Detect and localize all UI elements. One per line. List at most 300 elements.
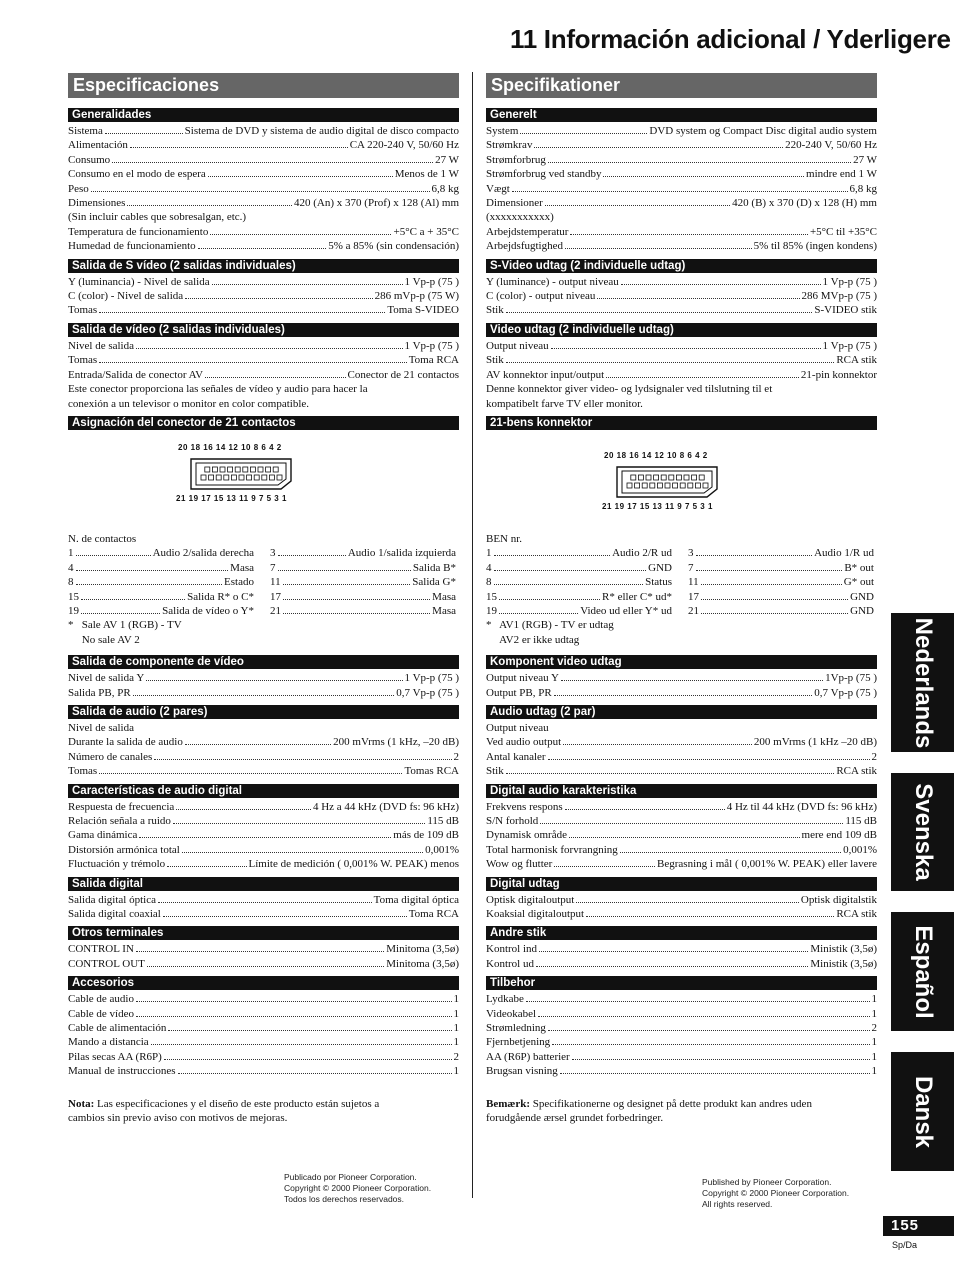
- spec-label: 19: [68, 604, 79, 617]
- audio-level-label: Nivel de salida: [68, 721, 134, 734]
- spec-label: Y (luminancia) - Nivel de salida: [68, 275, 210, 288]
- spec-value: 1: [871, 1065, 877, 1078]
- spec-label: Consumo: [68, 153, 111, 166]
- spec-label: Mando a distancia: [68, 1036, 149, 1049]
- note-body-2: cambios sin previo aviso con motivos de mejoras.: [68, 1112, 288, 1125]
- spec-label: Distorsión armónica total: [68, 843, 180, 856]
- dot-leader: [548, 751, 870, 760]
- spec-value: Conector de 21 contactos: [347, 368, 459, 381]
- spec-label: Total harmonisk forvrangning: [486, 843, 618, 856]
- dot-leader: [539, 943, 808, 952]
- spec-row: [68, 546, 254, 560]
- spec-value: Toma RCA: [408, 354, 459, 367]
- spec-row: [68, 239, 459, 253]
- spec-row: [68, 992, 459, 1006]
- spec-label: Output niveau: [486, 339, 549, 352]
- spec-label: 7: [270, 561, 276, 574]
- dot-leader: [136, 943, 384, 952]
- description-text: Este conector proporciona las señales de vídeo y audio para hacer la: [68, 383, 368, 396]
- spec-label: Strømforbrug ved standby: [486, 168, 602, 181]
- spec-label: Strømledning: [486, 1022, 546, 1035]
- section-header: Video udtag (2 individuelle udtag): [486, 323, 877, 337]
- spec-value: 1: [453, 1007, 459, 1020]
- spec-value: G* out: [843, 576, 874, 589]
- dot-leader: [570, 226, 807, 235]
- spec-value: mindre end 1 W: [806, 168, 877, 181]
- dot-leader: [499, 605, 578, 614]
- connector-diagram: [68, 432, 459, 532]
- section-header: Salida de S vídeo (2 salidas individuales): [68, 259, 459, 273]
- spec-row: [486, 671, 877, 685]
- spec-label: System: [486, 125, 519, 137]
- pin-heading: BEN nr.: [486, 532, 523, 545]
- spec-label: 17: [688, 590, 699, 603]
- spec-value: Toma RCA: [408, 908, 459, 921]
- dot-leader: [173, 815, 425, 824]
- spec-value: Minitoma (3,5ø): [386, 943, 459, 956]
- spec-label: Arbejdsfugtighed: [486, 240, 563, 253]
- general-specs: [486, 108, 877, 254]
- spec-label: Antal kanaler: [486, 750, 546, 763]
- spec-value: 1 Vp-p (75 ): [822, 339, 877, 352]
- spec-label: Brugsan visning: [486, 1065, 558, 1078]
- spec-value: Begrasning i mål ( 0,001% W. PEAK) eller lavere: [657, 858, 877, 871]
- tab-svenska[interactable]: [891, 773, 954, 891]
- spec-label: Número de canales: [68, 750, 153, 763]
- dot-leader: [499, 591, 600, 600]
- spec-row: [486, 957, 877, 971]
- connector-diagram: [486, 432, 877, 532]
- spec-value: 1 Vp-p (75 ): [822, 275, 877, 288]
- dot-leader: [163, 908, 407, 917]
- dot-leader: [494, 547, 611, 556]
- tab-espanol[interactable]: [891, 912, 954, 1031]
- spec-label: Tomas: [68, 304, 98, 317]
- dot-leader: [603, 168, 804, 177]
- spec-row: [486, 303, 877, 317]
- spec-label: Stik: [486, 304, 504, 317]
- section-header: 21-bens konnektor: [486, 416, 877, 430]
- spec-row: [68, 1064, 459, 1078]
- spec-value: RCA stik: [836, 354, 877, 367]
- spec-label: Dimensioner: [486, 197, 543, 210]
- dot-leader: [151, 1036, 452, 1045]
- spec-label: CONTROL OUT: [68, 957, 145, 970]
- spec-row: [486, 167, 877, 181]
- spec-row: [486, 828, 877, 842]
- spec-row: [486, 1050, 877, 1064]
- spec-value: 220-240 V, 50/60 Hz: [785, 139, 877, 152]
- spec-row: [68, 671, 459, 685]
- spec-row: [486, 750, 877, 764]
- dot-leader: [540, 815, 843, 824]
- scart-connector-icon: [615, 465, 719, 499]
- spec-label: Cable de vídeo: [68, 1007, 134, 1020]
- spec-value: Audio 2/salida derecha: [152, 547, 254, 560]
- spec-label: Dimensiones: [68, 197, 126, 210]
- spanish-column: [68, 73, 459, 1126]
- spec-value: 1: [453, 1022, 459, 1035]
- spec-label: Output niveau Y: [486, 672, 559, 685]
- dot-leader: [536, 958, 808, 967]
- spec-row: [486, 893, 877, 907]
- spec-row: [68, 138, 459, 152]
- publisher-info-da: [702, 1177, 849, 1210]
- spec-value: 2: [871, 1022, 877, 1035]
- spec-row: [68, 303, 459, 317]
- spec-value: B* out: [844, 561, 874, 574]
- dot-leader: [545, 197, 730, 206]
- spec-label: 1: [486, 547, 492, 560]
- spec-value: Toma digital óptica: [373, 893, 459, 906]
- dot-leader: [212, 276, 403, 285]
- dot-leader: [154, 751, 451, 760]
- spec-row: [486, 339, 877, 353]
- spec-value: 4 Hz til 44 kHz (DVD fs: 96 kHz): [726, 800, 877, 813]
- spec-value: Ministik (3,5ø): [810, 957, 877, 970]
- spec-value: RCA stik: [836, 908, 877, 921]
- spec-value: R* eller C* ud*: [602, 590, 672, 603]
- dimension-note: (xxxxxxxxxxx): [486, 211, 554, 224]
- spec-label: AV konnektor input/output: [486, 368, 605, 381]
- spec-value: Salida G*: [412, 576, 456, 589]
- dot-leader: [621, 276, 821, 285]
- spec-row: [68, 353, 459, 367]
- rights-line: Todos los derechos reservados.: [284, 1194, 405, 1204]
- section-header: Digital udtag: [486, 877, 877, 891]
- spec-value: RCA stik: [836, 765, 877, 778]
- dot-leader: [548, 1022, 870, 1031]
- dot-leader: [198, 240, 327, 249]
- spec-row: [688, 575, 874, 589]
- spec-label: Y (luminance) - output niveau: [486, 275, 619, 288]
- spec-row: [68, 857, 459, 871]
- spec-value: Salida de vídeo o Y*: [162, 604, 254, 617]
- spec-value: 27 W: [853, 153, 877, 166]
- spec-row: [270, 590, 456, 604]
- spec-row: [68, 153, 459, 167]
- dot-leader: [526, 993, 870, 1002]
- spec-value: 1Vp-p (75 ): [825, 672, 877, 685]
- rights-line: All rights reserved.: [702, 1199, 773, 1209]
- page-number: 155: [883, 1216, 954, 1236]
- dot-leader: [133, 687, 395, 696]
- other-terminals: [68, 926, 459, 971]
- section-header: Accesorios: [68, 976, 459, 990]
- dot-leader: [99, 765, 402, 774]
- dot-leader: [563, 736, 752, 745]
- spec-label: Salida PB, PR: [68, 686, 131, 699]
- pin-numbers-top: 20 18 16 14 12 10 8 6 4 2: [178, 442, 282, 452]
- spec-label: Respuesta de frecuencia: [68, 800, 175, 813]
- spec-label: 19: [486, 604, 497, 617]
- other-terminals: [486, 926, 877, 971]
- spec-label: CONTROL IN: [68, 943, 134, 956]
- spec-label: Tomas: [68, 354, 98, 367]
- spec-value: DVD system og Compact Disc digital audio system: [649, 125, 877, 137]
- copyright-line: Copyright © 2000 Pioneer Corporation.: [702, 1188, 850, 1198]
- section-header: Audio udtag (2 par): [486, 705, 877, 719]
- spec-value: 420 (An) x 370 (Prof) x 128 (Al) mm: [294, 197, 459, 210]
- audio-specs: [486, 705, 877, 779]
- spec-label: S/N forhold: [486, 815, 539, 827]
- spec-value: 1 Vp-p (75 ): [404, 275, 459, 288]
- spec-value: Audio 1/salida izquierda: [347, 547, 456, 560]
- dot-leader: [554, 687, 813, 696]
- spec-row: [486, 546, 672, 560]
- spec-value: S-VIDEO stik: [814, 304, 877, 317]
- spec-value: Ministik (3,5ø): [810, 943, 877, 956]
- section-header: Otros terminales: [68, 926, 459, 940]
- spec-label: Optisk digitaloutput: [486, 893, 575, 906]
- spec-row: [486, 907, 877, 921]
- spec-label: Output PB, PR: [486, 686, 552, 699]
- spec-label: 21: [270, 604, 281, 617]
- spec-row: [688, 590, 874, 604]
- spec-label: Dynamisk område: [486, 829, 567, 842]
- pin-table: [486, 546, 877, 618]
- section-header: Generelt: [486, 108, 877, 122]
- spec-row: [270, 546, 456, 560]
- spec-value: Audio 2/R ud: [612, 547, 672, 560]
- dot-leader: [167, 858, 246, 867]
- dot-leader: [278, 562, 411, 571]
- spec-label: 3: [270, 547, 276, 560]
- dot-leader: [606, 369, 799, 378]
- tab-label: Svenska: [909, 783, 937, 881]
- spec-value: Audio 1/R ud: [814, 547, 874, 560]
- dot-leader: [283, 591, 430, 600]
- tab-nederlands[interactable]: [891, 613, 954, 752]
- spec-label: Tomas: [68, 765, 98, 778]
- scart-connector-icon: [189, 457, 293, 491]
- digital-output-specs: [486, 877, 877, 922]
- dot-leader: [576, 894, 799, 903]
- spec-value: 6,8 kg: [431, 182, 459, 195]
- section-title: Especificaciones: [68, 73, 459, 98]
- spec-value: Salida B*: [412, 561, 456, 574]
- spec-value: 6,8 kg: [849, 182, 877, 195]
- dot-leader: [182, 844, 423, 853]
- dot-leader: [99, 304, 385, 313]
- spec-value: +5°C a + 35°C: [393, 225, 459, 238]
- spec-row: [486, 942, 877, 956]
- note-body: Las especificaciones y el diseño de este producto están sujetos a: [94, 1097, 380, 1110]
- dot-leader: [136, 993, 452, 1002]
- spec-value: GND: [850, 590, 874, 603]
- spec-label: Pilas secas AA (R6P): [68, 1050, 162, 1063]
- spec-label: Durante la salida de audio: [68, 736, 183, 749]
- section-header: Generalidades: [68, 108, 459, 122]
- spec-value: Salida R* o C*: [187, 590, 254, 603]
- dot-leader: [283, 605, 430, 614]
- general-specs: [68, 108, 459, 254]
- spec-label: Consumo en el modo de espera: [68, 168, 206, 181]
- spec-label: Cable de alimentación: [68, 1022, 167, 1035]
- video-specs: [486, 323, 877, 411]
- spec-row: [486, 1021, 877, 1035]
- spec-row: [486, 561, 672, 575]
- audio-specs: [68, 705, 459, 779]
- svideo-specs: [486, 259, 877, 318]
- dot-leader: [494, 562, 647, 571]
- dot-leader: [696, 562, 843, 571]
- dot-leader: [139, 829, 391, 838]
- dot-leader: [520, 125, 647, 134]
- spec-value: 27 W: [435, 153, 459, 166]
- spec-row: [68, 604, 254, 618]
- note-label: Nota:: [68, 1097, 95, 1110]
- spec-value: mere end 109 dB: [801, 829, 877, 842]
- spec-value: 115 dB: [427, 815, 459, 827]
- spec-value: 286 mVp-p (75 W): [374, 290, 459, 303]
- pin-assignment: [486, 416, 877, 647]
- spec-value: 2: [871, 750, 877, 763]
- spec-row: [68, 843, 459, 857]
- dot-leader: [283, 576, 411, 585]
- spec-row: [486, 368, 877, 382]
- dot-leader: [565, 240, 752, 249]
- dot-leader: [91, 183, 430, 192]
- spec-label: Strømforbrug: [486, 153, 546, 166]
- pin-column-right: [270, 546, 456, 618]
- spec-label: 11: [688, 576, 699, 589]
- spec-row: [68, 167, 459, 181]
- spec-value: Estado: [224, 576, 254, 589]
- dot-leader: [76, 547, 151, 556]
- dot-leader: [105, 125, 183, 134]
- tab-label: Español: [909, 924, 937, 1019]
- spec-row: [68, 275, 459, 289]
- spec-label: 1: [68, 547, 74, 560]
- spec-label: C (color) - output niveau: [486, 290, 596, 303]
- spec-row: [68, 800, 459, 814]
- digital-audio-specs: [68, 784, 459, 872]
- dot-leader: [76, 562, 229, 571]
- dot-leader: [569, 829, 800, 838]
- spec-value: 5% a 85% (sin condensación): [328, 240, 459, 253]
- section-header: Andre stik: [486, 926, 877, 940]
- note-text: [68, 1097, 459, 1126]
- spec-value: GND: [850, 604, 874, 617]
- spec-label: 17: [270, 590, 281, 603]
- spec-row: [486, 353, 877, 367]
- spec-value: 286 MVp-p (75 ): [801, 290, 877, 303]
- spec-label: Entrada/Salida de conector AV: [68, 368, 204, 381]
- component-specs: [486, 655, 877, 700]
- spec-label: Stik: [486, 354, 504, 367]
- dot-leader: [81, 605, 160, 614]
- dot-leader: [164, 1051, 452, 1060]
- spec-label: 8: [486, 576, 492, 589]
- dot-leader: [597, 290, 799, 299]
- spec-row: [486, 590, 672, 604]
- audio-level-label: Output niveau: [486, 721, 549, 734]
- spec-row: [486, 182, 877, 196]
- tab-dansk[interactable]: [891, 1052, 954, 1171]
- note-body-2: forudgående ærsel grundet forbedringer.: [486, 1112, 664, 1125]
- dot-leader: [506, 304, 813, 313]
- spec-label: 15: [486, 590, 497, 603]
- spec-value: 0,7 Vp-p (75 ): [396, 686, 459, 699]
- accessories-list: [486, 976, 877, 1078]
- spec-label: 3: [688, 547, 694, 560]
- spec-row: [68, 1035, 459, 1049]
- dot-leader: [701, 576, 842, 585]
- dot-leader: [99, 354, 407, 363]
- dot-leader: [565, 801, 725, 810]
- spec-row: [688, 604, 874, 618]
- spec-label: Humedad de funcionamiento: [68, 240, 196, 253]
- dot-leader: [185, 736, 331, 745]
- spec-row: [486, 275, 877, 289]
- dot-leader: [176, 801, 311, 810]
- footnote: No sale AV 2: [68, 633, 140, 646]
- section-header: Características de audio digital: [68, 784, 459, 798]
- spec-row: [486, 196, 877, 210]
- dot-leader: [506, 765, 835, 774]
- spec-label: Temperatura de funcionamiento: [68, 225, 209, 238]
- spec-row: [68, 590, 254, 604]
- spec-row: [68, 686, 459, 700]
- section-header: Salida de componente de vídeo: [68, 655, 459, 669]
- dot-leader: [506, 354, 835, 363]
- spec-row: [270, 604, 456, 618]
- spec-row: [486, 604, 672, 618]
- copyright-line: Copyright © 2000 Pioneer Corporation.: [284, 1183, 432, 1193]
- spec-label: Fluctuación y trémolo: [68, 858, 166, 871]
- note-body: Specifikationerne og designet på dette produkt kan andres uden: [530, 1097, 812, 1110]
- page-title: 11 Información adicional / Yderligere: [510, 24, 951, 54]
- spec-value: 0,7 Vp-p (75 ): [814, 686, 877, 699]
- spec-label: 11: [270, 576, 281, 589]
- spec-row: [270, 561, 456, 575]
- spec-label: Gama dinámica: [68, 829, 138, 842]
- spec-value: Menos de 1 W: [394, 168, 459, 181]
- spec-label: AA (R6P) batterier: [486, 1050, 570, 1063]
- dot-leader: [208, 168, 393, 177]
- spec-row: [68, 575, 254, 589]
- tab-label: Dansk: [909, 1075, 937, 1148]
- spec-row: [486, 800, 877, 814]
- spec-label: Wow og flutter: [486, 858, 553, 871]
- spec-row: [68, 750, 459, 764]
- dot-leader: [538, 1008, 869, 1017]
- dimension-note: (Sin incluir cables que sobresalgan, etc.): [68, 211, 247, 224]
- spec-value: más de 109 dB: [393, 829, 459, 842]
- spec-row: [68, 368, 459, 382]
- description-text: kompatibelt farve TV eller monitor.: [486, 397, 643, 410]
- spec-label: Kontrol ind: [486, 943, 538, 956]
- spec-value: Video ud eller Y* ud: [580, 604, 672, 617]
- svideo-specs: [68, 259, 459, 318]
- spec-row: [486, 992, 877, 1006]
- dot-leader: [586, 908, 834, 917]
- dot-leader: [701, 605, 848, 614]
- dot-leader: [701, 591, 848, 600]
- spec-label: Videokabel: [486, 1007, 537, 1020]
- spec-label: Salida digital coaxial: [68, 908, 161, 921]
- spec-row: [68, 907, 459, 921]
- pin-column-right: [688, 546, 874, 618]
- component-specs: [68, 655, 459, 700]
- spec-label: Koaksial digitaloutput: [486, 908, 585, 921]
- dot-leader: [136, 1008, 452, 1017]
- section-header: Tilbehor: [486, 976, 877, 990]
- spec-value: GND: [648, 561, 672, 574]
- spec-value: 115 dB: [845, 815, 877, 827]
- spec-value: Toma S-VIDEO: [387, 304, 459, 317]
